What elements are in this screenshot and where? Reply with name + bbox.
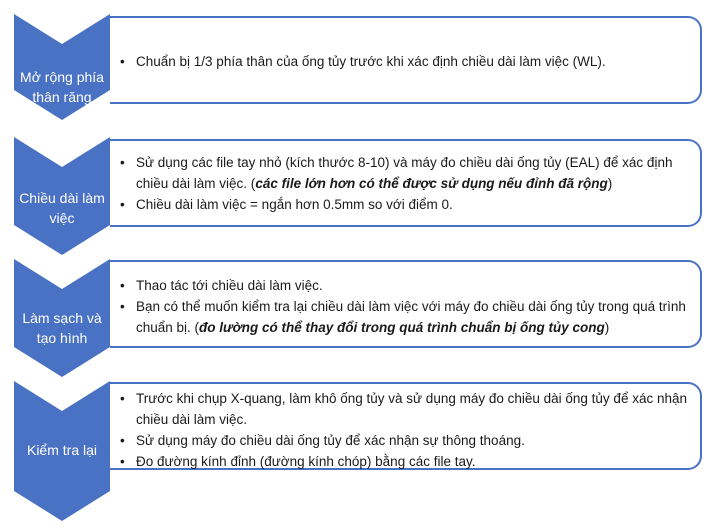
bullet-3-2: • Bạn có thể muốn kiểm tra lại chiều dài làm việc với máy đo chiều dài ống tủy trong quá trình chuẩn bị. (đo lường có thể thay đổi trong quá trình chuẩn bị ống tủy cong): [110, 296, 692, 338]
step-label-1: Mở rộng phía thân răng: [20, 69, 104, 105]
bullet-4-2: • Sử dụng máy đo chiều dài ống tủy để xác nhận sự thông thoáng.: [110, 430, 692, 451]
bullet-3-2-emphasis: đo lường có thể thay đổi trong quá trình chuẩn bị ống tủy cong: [199, 320, 605, 335]
bullet-2-1: • Sử dụng các file tay nhỏ (kích thước 8-10) và máy đo chiều dài ống tủy (EAL) để xác định chiều dài làm việc. (các file lớn hơn có thể được sử dụng nếu đỉnh đã rộng): [110, 152, 692, 194]
step-label-4: Kiểm tra lại: [26, 442, 98, 458]
step-1-bullets: [110, 51, 692, 72]
bullet-2-1-emphasis: các file lớn hơn có thể được sử dụng nếu đỉnh đã rộng: [255, 176, 608, 191]
bullet-4-1: • Trước khi chụp X-quang, làm khô ống tủy và sử dụng máy đo chiều dài ống tủy để xác nhận chiều dài làm việc.: [110, 388, 692, 430]
step-label-3: Làm sạch và tạo hình: [22, 310, 102, 346]
bullet-2-2: • Chiều dài làm việc = ngắn hơn 0.5mm so với điểm 0.: [110, 194, 692, 215]
step-4-bullets: [110, 388, 692, 472]
step-box-2: [110, 139, 702, 227]
step-box-4: [110, 382, 702, 470]
step-box-3: [110, 260, 702, 348]
step-2-bullets: [110, 152, 692, 215]
bullet-4-3: • Đo đường kính đỉnh (đường kính chóp) bằng các file tay.: [110, 451, 692, 472]
bullet-3-1: • Thao tác tới chiều dài làm việc.: [110, 275, 692, 296]
step-box-1: [110, 16, 702, 104]
bullet-1-1: • Chuẩn bị 1/3 phía thân của ống tủy trước khi xác định chiều dài làm việc (WL).: [110, 51, 692, 72]
step-label-2: Chiều dài làm việc: [19, 190, 105, 226]
step-3-bullets: [110, 275, 692, 338]
